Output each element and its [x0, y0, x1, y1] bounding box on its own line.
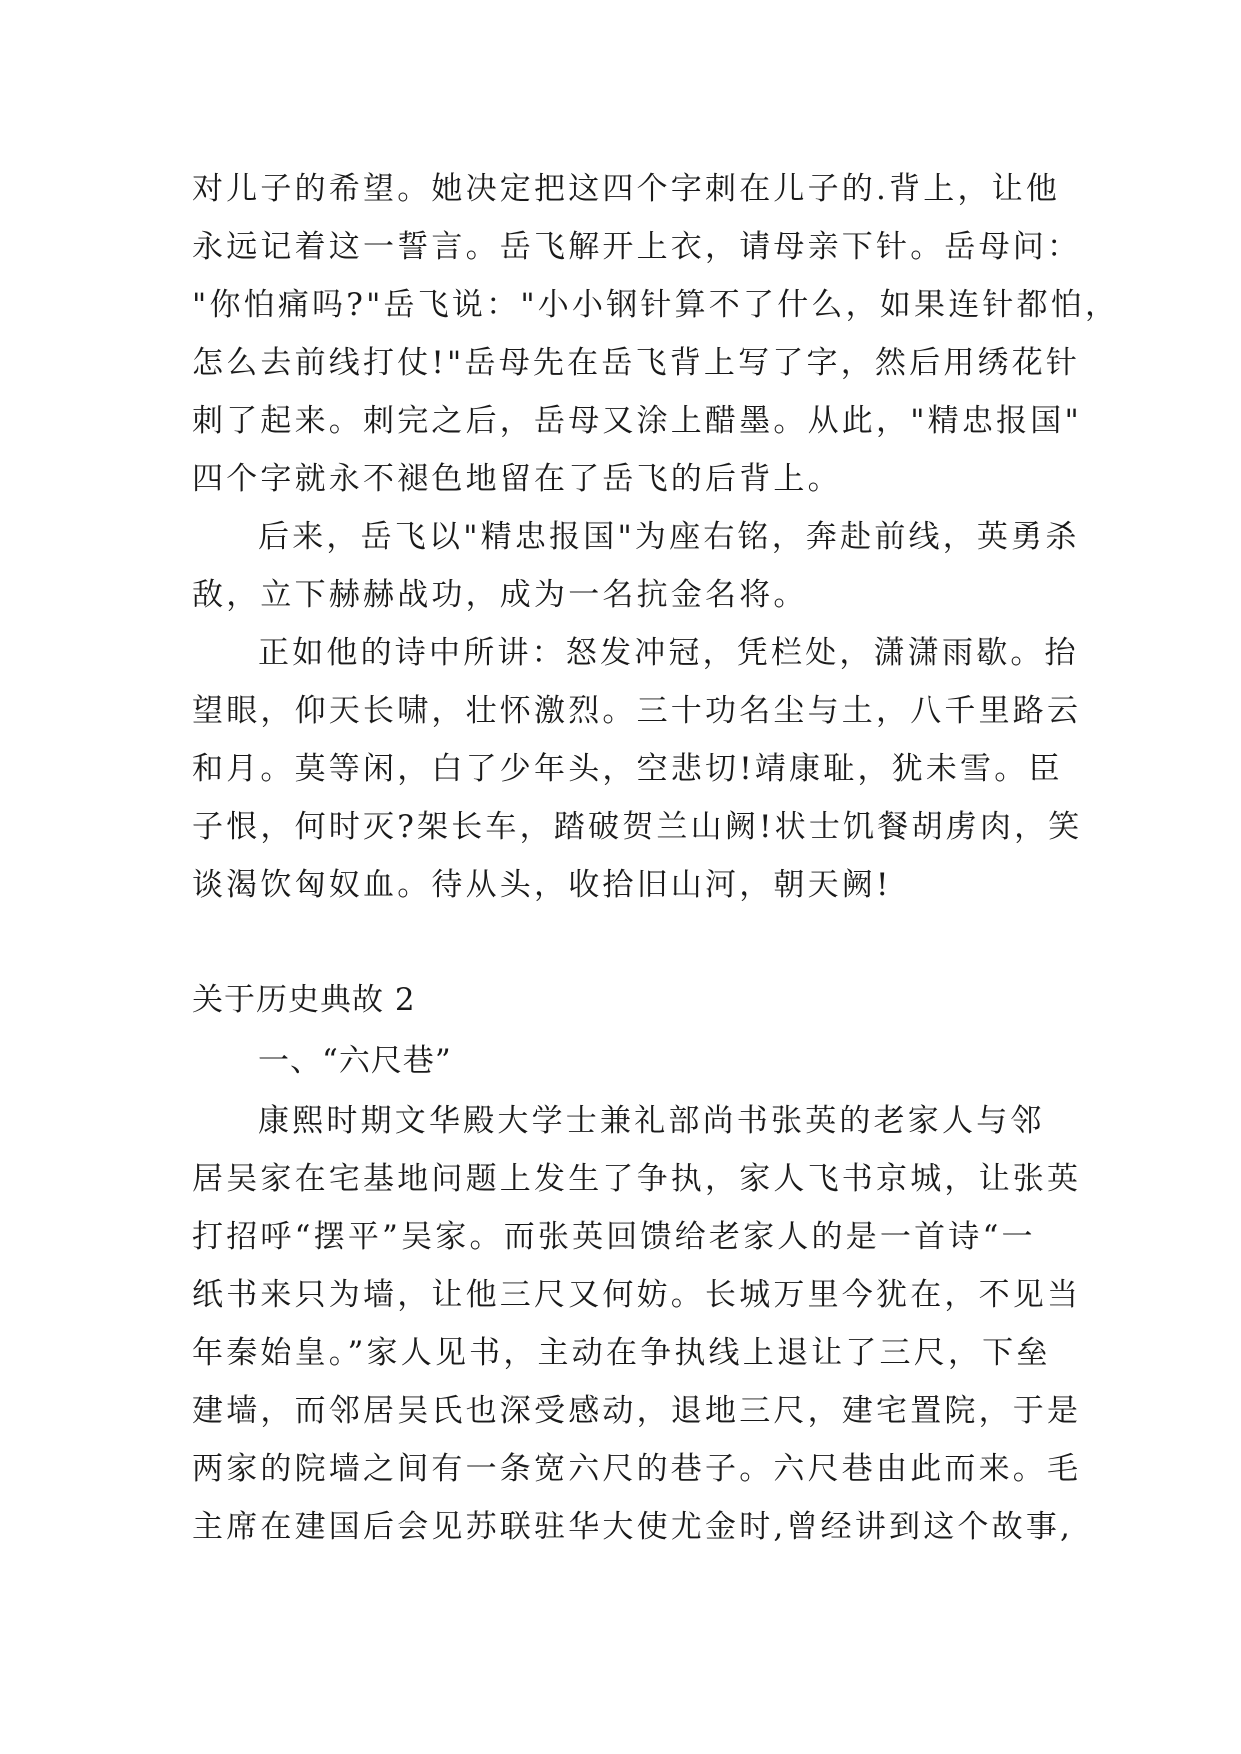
- text-line: 永远记着这一誓言。岳飞解开上衣，请母亲下针。岳母问：: [192, 229, 1082, 265]
- paragraph-continuation: [192, 160, 1120, 508]
- text-line: 纸书来只为墙，让他三尺又何妨。长城万里今犹在，不见当: [192, 1277, 1082, 1313]
- subsection-title: 一、“六尺巷”: [258, 1043, 452, 1079]
- text-line: 打招呼“摆平”吴家。而张英回馈给老家人的是一首诗“一: [192, 1219, 1036, 1255]
- text-line: 年秦始皇。”家人见书，主动在争执线上退让了三尺，下垒: [192, 1335, 1051, 1371]
- text-line: 谈渴饮匈奴血。待从头，收拾旧山河，朝天阙!: [192, 867, 892, 903]
- text-line: "你怕痛吗?"岳飞说："小小钢针算不了什么，如果连针都怕，: [192, 287, 1120, 323]
- text-line: 后来，岳飞以"精忠报国"为座右铭，奔赴前线，英勇杀: [258, 519, 1080, 555]
- text-line: 对儿子的希望。她决定把这四个字刺在儿子的.背上，让他: [192, 171, 1061, 207]
- text-line: 刺了起来。刺完之后，岳母又涂上醋墨。从此，"精忠报国": [192, 403, 1082, 439]
- paragraph-liuchixiang: [192, 1092, 1082, 1556]
- text-line: 主席在建国后会见苏联驻华大使尤金时,曾经讲到这个故事,: [192, 1509, 1074, 1545]
- text-line: 敌，立下赫赫战功，成为一名抗金名将。: [192, 577, 808, 613]
- paragraph-poem: [192, 624, 1083, 914]
- text-line: 望眼，仰天长啸，壮怀激烈。三十功名尘与土，八千里路云: [192, 693, 1082, 729]
- text-line: 子恨，何时灭?架长车，踏破贺兰山阙!状士饥餐胡虏肉，笑: [192, 809, 1083, 845]
- text-line: 居吴家在宅基地问题上发生了争执，家人飞书京城，让张英: [192, 1161, 1082, 1197]
- text-line: 四个字就永不褪色地留在了岳飞的后背上。: [192, 461, 842, 497]
- document-page: [192, 160, 1120, 1556]
- text-line: 和月。莫等闲，白了少年头，空悲切!靖康耻，犹未雪。臣: [192, 751, 1063, 787]
- text-line: 两家的院墙之间有一条宽六尺的巷子。六尺巷由此而来。毛: [192, 1451, 1082, 1487]
- section-spacer: [192, 914, 1048, 970]
- text-line: 康熙时期文华殿大学士兼礼部尚书张英的老家人与邻: [258, 1103, 1045, 1139]
- paragraph-later: [192, 508, 1080, 624]
- text-line: 正如他的诗中所讲：怒发冲冠，凭栏处，潇潇雨歇。抬: [258, 635, 1079, 671]
- text-line: 怎么去前线打仗!"岳母先在岳飞背上写了字，然后用绣花针: [192, 345, 1081, 381]
- section-title: 关于历史典故 2: [192, 982, 416, 1018]
- text-line: 建墙，而邻居吴氏也深受感动，退地三尺，建宅置院，于是: [192, 1393, 1082, 1429]
